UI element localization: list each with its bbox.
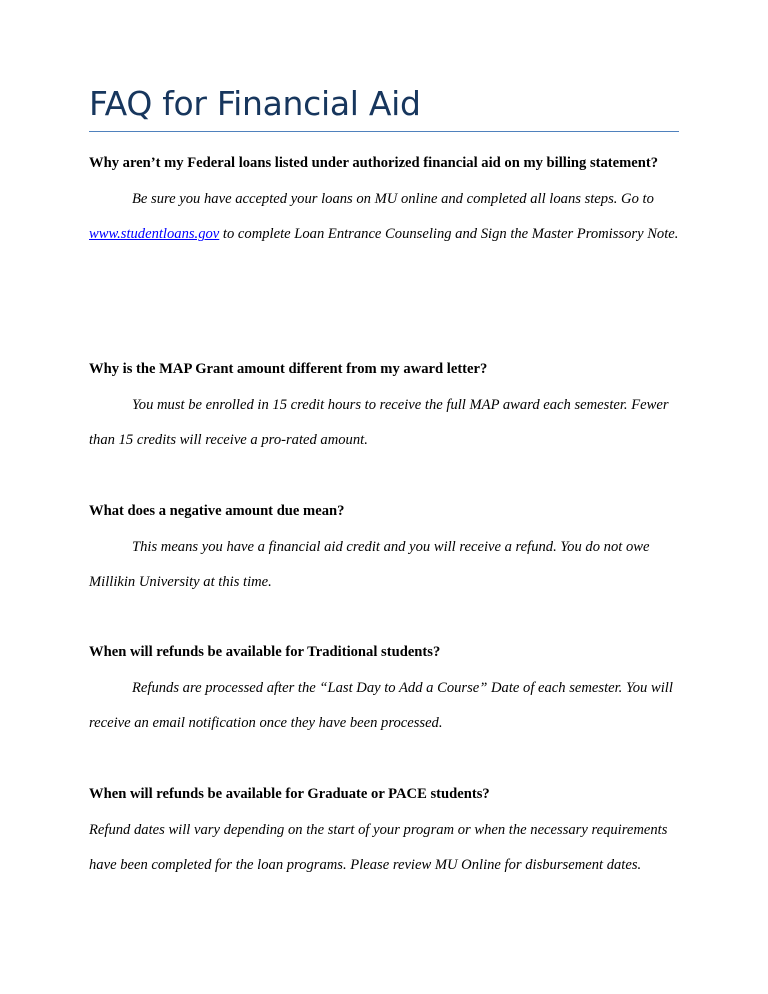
faq-item-negative-amount — [89, 494, 681, 601]
faq-answer-text: Be sure you have accepted your loans on MU online and completed all loans steps. Go to — [132, 190, 654, 207]
faq-answer-text: to complete Loan Entrance Counseling and Sign the Master Promissory Note. — [219, 226, 679, 243]
faq-item-traditional-refunds — [89, 635, 681, 742]
faq-item-graduate-refunds — [89, 777, 681, 884]
title-underline-divider — [89, 131, 679, 132]
page-title: FAQ for Financial Aid — [89, 84, 421, 123]
faq-question: What does a negative amount due mean? — [89, 503, 345, 519]
faq-question: When will refunds be available for Traditional students? — [89, 644, 441, 660]
studentloans-link[interactable]: www.studentloans.gov — [89, 226, 220, 243]
faq-answer: Refunds are processed after the “Last Day to Add a Course” Date of each semester. You will receive an email notification once they have been processed. — [89, 679, 673, 732]
faq-answer: Refund dates will vary depending on the start of your program or when the necessary requirements have been completed for the loan programs. Please review MU Online for disbursement dates. — [89, 821, 668, 874]
faq-answer: You must be enrolled in 15 credit hours to receive the full MAP award each semester. Fewer than 15 credits will receive a pro-rated amount. — [89, 396, 669, 449]
faq-item-federal-loans — [89, 146, 681, 253]
faq-question: Why aren’t my Federal loans listed under authorized financial aid on my billing statement? — [89, 155, 659, 171]
faq-question: When will refunds be available for Graduate or PACE students? — [89, 786, 490, 802]
faq-question: Why is the MAP Grant amount different from my award letter? — [89, 361, 488, 377]
faq-answer — [89, 182, 681, 253]
faq-item-map-grant — [89, 352, 681, 459]
faq-answer: This means you have a financial aid credit and you will receive a refund. You do not owe Millikin University at this time. — [89, 538, 650, 591]
